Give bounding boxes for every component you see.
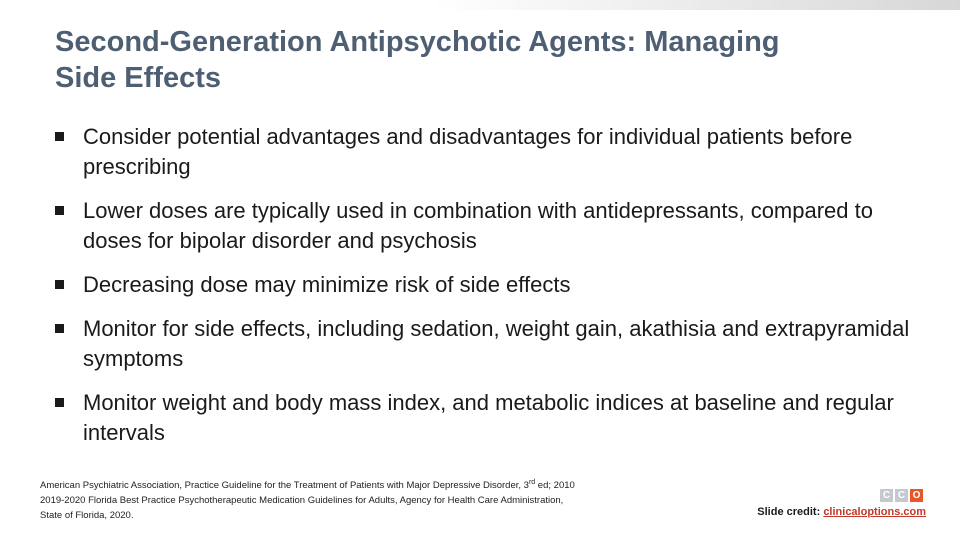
bullet-item <box>55 122 925 182</box>
square-bullet-icon <box>55 132 64 141</box>
slide-credit <box>757 506 926 518</box>
bullet-text: Lower doses are typically used in combination with antidepressants, compared to doses for bipolar disorder and psychosis <box>83 198 873 253</box>
reference-superscript: rd <box>528 478 536 486</box>
logo-letter: C <box>895 489 908 502</box>
top-band <box>0 0 960 10</box>
reference-line: State of Florida, 2020. <box>40 510 134 521</box>
slide-title: Second-Generation Antipsychotic Agents: Managing Side Effects <box>55 26 780 94</box>
bullet-text: Monitor weight and body mass index, and metabolic indices at baseline and regular intervals <box>83 390 894 445</box>
bullet-text: Decreasing dose may minimize risk of side effects <box>83 272 571 297</box>
credit-link[interactable]: clinicaloptions.com <box>823 506 926 518</box>
bullet-list <box>55 122 925 462</box>
square-bullet-icon <box>55 324 64 333</box>
references <box>40 478 700 523</box>
bullet-item <box>55 270 925 300</box>
reference-line: 2019-2020 Florida Best Practice Psychotherapeutic Medication Guidelines for Adults, Agency for Health Care Administration, <box>40 495 564 506</box>
square-bullet-icon <box>55 398 64 407</box>
bullet-item <box>55 196 925 256</box>
logo-letter: O <box>910 489 923 502</box>
bullet-text: Monitor for side effects, including sedation, weight gain, akathisia and extrapyramidal symptoms <box>83 316 910 371</box>
square-bullet-icon <box>55 280 64 289</box>
reference-text: ed; 2010 <box>535 480 575 491</box>
bullet-item <box>55 388 925 448</box>
reference-text: American Psychiatric Association, Practice Guideline for the Treatment of Patients with Major Depressive Disorder, 3 <box>40 480 529 491</box>
bullet-item <box>55 314 925 374</box>
reference-line <box>40 478 700 493</box>
credit-label: Slide credit: <box>757 506 821 518</box>
cco-logo <box>880 489 923 502</box>
bullet-text: Consider potential advantages and disadvantages for individual patients before prescribing <box>83 124 853 179</box>
logo-letter: C <box>880 489 893 502</box>
square-bullet-icon <box>55 206 64 215</box>
